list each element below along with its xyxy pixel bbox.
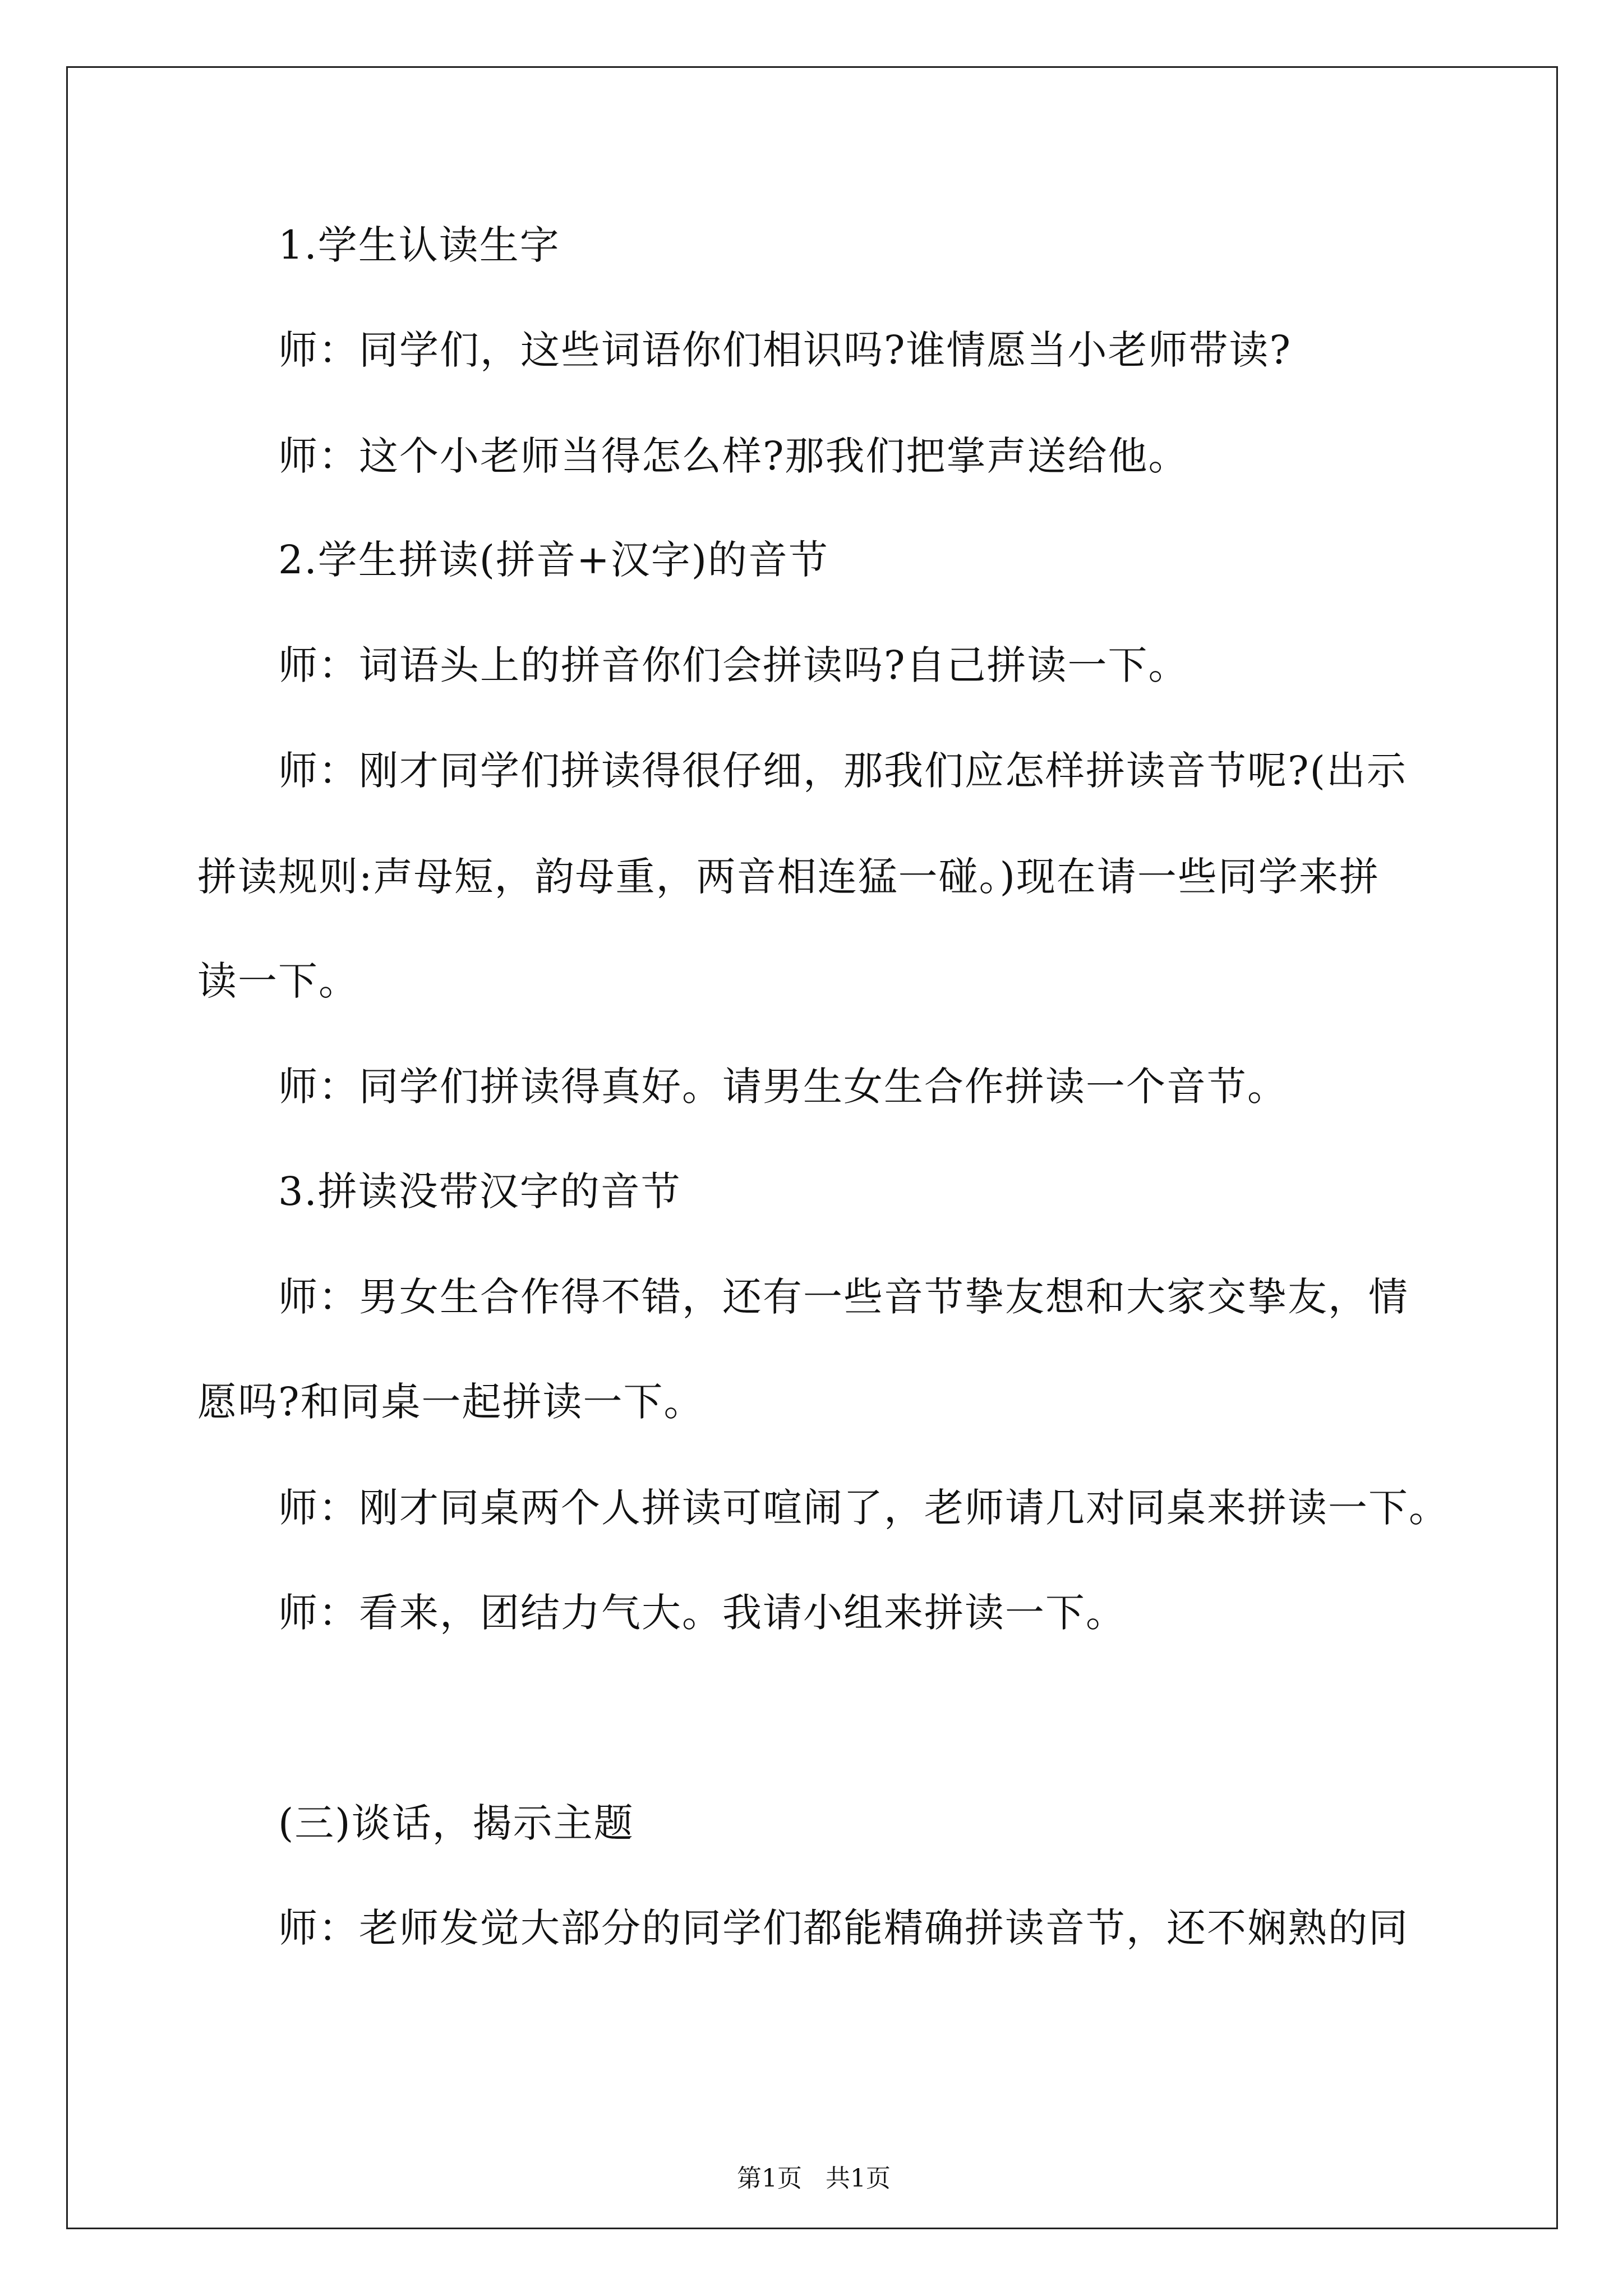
paragraph-line: 愿吗?和同桌一起拼读一下。 — [197, 1379, 704, 1425]
paragraph-line: 师：看来，团结力气大。我请小组来拼读一下。 — [278, 1590, 1126, 1636]
paragraph-line: 师：同学们拼读得真好。请男生女生合作拼读一个音节。 — [278, 1064, 1288, 1110]
paragraph-line: 师：词语头上的拼音你们会拼读吗?自己拼读一下。 — [278, 642, 1189, 688]
page-frame — [66, 66, 1558, 2229]
paragraph-line: 2.学生拼读(拼音+汉字)的音节 — [278, 537, 829, 583]
paragraph-line: 3.拼读没带汉字的音节 — [278, 1168, 681, 1214]
paragraph-line: 1.学生认读生字 — [278, 222, 560, 268]
paragraph-line: 读一下。 — [197, 958, 359, 1004]
paragraph-line: 拼读规则:声母短，韵母重，两音相连猛一碰。)现在请一些同学来拼 — [197, 854, 1380, 900]
section-heading: (三)谈话，揭示主题 — [278, 1800, 634, 1846]
page-number-footer: 第1页 共1页 — [737, 2164, 891, 2193]
paragraph-line: 师：同学们，这些词语你们相识吗?谁情愿当小老师带读? — [278, 327, 1292, 373]
paragraph-line: 师：老师发觉大部分的同学们都能精确拼读音节，还不娴熟的同 — [278, 1905, 1409, 1951]
paragraph-line: 师：刚才同桌两个人拼读可喧闹了，老师请几对同桌来拼读一下。 — [278, 1485, 1449, 1531]
paragraph-line: 师：这个小老师当得怎么样?那我们把掌声送给他。 — [278, 433, 1189, 479]
paragraph-line: 师：男女生合作得不错，还有一些音节挚友想和大家交挚友，情 — [278, 1274, 1409, 1320]
paragraph-line: 师：刚才同学们拼读得很仔细，那我们应怎样拼读音节呢?(出示 — [278, 748, 1407, 794]
